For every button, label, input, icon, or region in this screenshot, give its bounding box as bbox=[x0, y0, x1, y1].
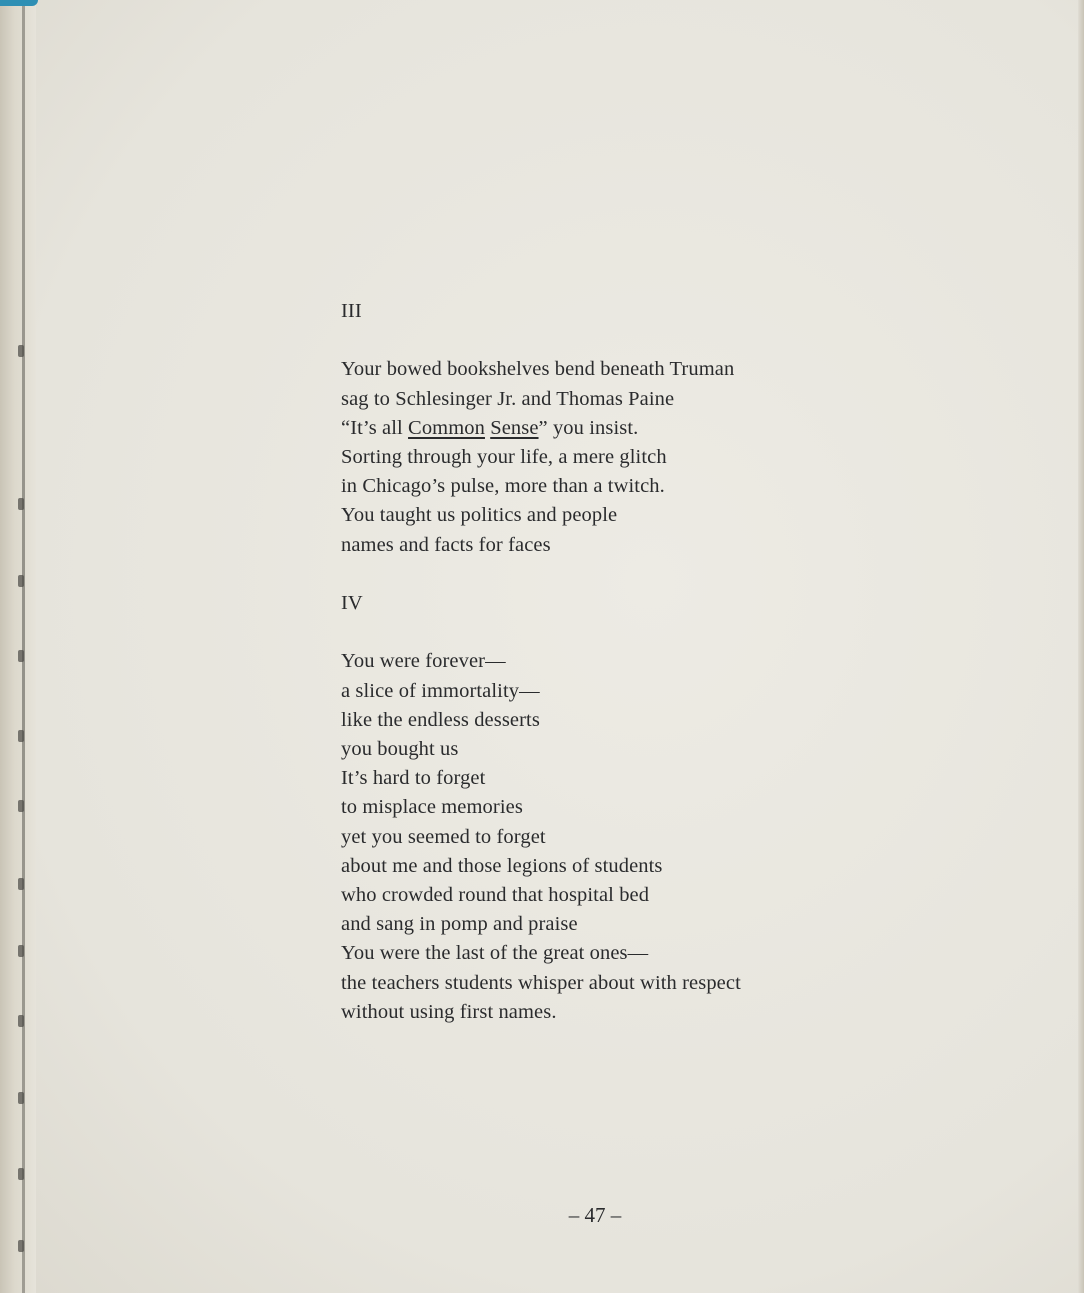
poem-line: like the endless desserts bbox=[341, 708, 540, 731]
poem-line: You were the last of the great ones— bbox=[341, 942, 649, 965]
poem-line: You were forever— bbox=[341, 650, 506, 673]
binding-stitch bbox=[18, 498, 24, 510]
stanza-gap bbox=[341, 560, 861, 589]
poem-line: who crowded round that hospital bed bbox=[341, 884, 650, 907]
poem-line: in Chicago’s pulse, more than a twitch. bbox=[341, 475, 665, 498]
page-number: – 47 – bbox=[568, 1203, 622, 1227]
heading-gap bbox=[341, 326, 861, 355]
poem-line: names and facts for faces bbox=[341, 533, 551, 556]
poem-line: Your bowed bookshelves bend beneath Truman bbox=[341, 358, 735, 381]
poem-line: a slice of immortality— bbox=[341, 679, 540, 702]
binding-stitch bbox=[18, 1015, 24, 1027]
corner-tab-mark bbox=[0, 0, 38, 6]
binding-stitch bbox=[18, 1168, 24, 1180]
binding-stitch bbox=[18, 878, 24, 890]
poem-line: “It’s all Common Sense” you insist. bbox=[341, 416, 639, 439]
poem-line: you bought us bbox=[341, 738, 459, 760]
page-edge bbox=[1078, 0, 1084, 1293]
heading-gap bbox=[341, 618, 861, 647]
poem-line: to misplace memories bbox=[341, 796, 523, 819]
binding-stitch bbox=[18, 1240, 24, 1252]
poem-line: You taught us politics and people bbox=[341, 504, 618, 527]
underlined-title: Common bbox=[408, 416, 485, 439]
poem-line: Sorting through your life, a mere glitch bbox=[341, 446, 667, 468]
binding-stitch bbox=[18, 1092, 24, 1104]
binding-stitch bbox=[18, 345, 24, 357]
poem-line: the teachers students whisper about with respect bbox=[341, 971, 741, 994]
binding-stitch bbox=[18, 730, 24, 742]
poem-line: It’s hard to forget bbox=[341, 767, 486, 790]
poem-line: and sang in pomp and praise bbox=[341, 913, 578, 936]
section-number: IV bbox=[341, 592, 363, 614]
binding-stitch bbox=[18, 650, 24, 662]
poem-body bbox=[341, 297, 861, 1027]
binding-stitch bbox=[18, 800, 24, 812]
poem-line: about me and those legions of students bbox=[341, 854, 663, 877]
poem-line: yet you seemed to forget bbox=[341, 825, 546, 848]
section-number: III bbox=[341, 300, 362, 322]
poem-line: sag to Schlesinger Jr. and Thomas Paine bbox=[341, 387, 675, 410]
underlined-title: Sense bbox=[490, 416, 539, 439]
binding-stitch bbox=[18, 575, 24, 587]
poem-line: without using first names. bbox=[341, 1000, 557, 1023]
binding-stitch bbox=[18, 945, 24, 957]
